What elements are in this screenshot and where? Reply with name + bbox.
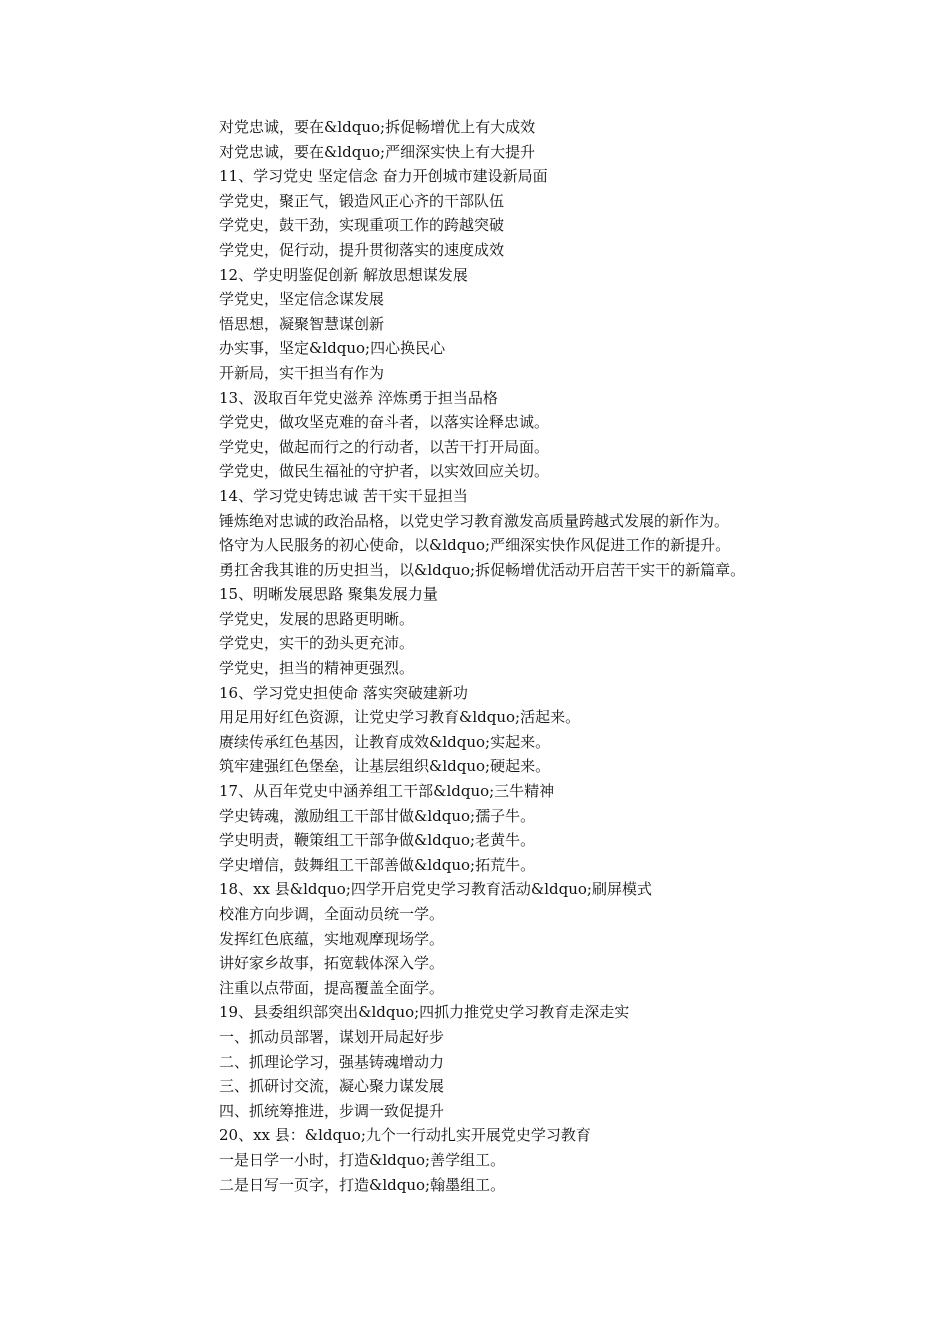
document-body	[219, 115, 919, 1197]
text-line: 讲好家乡故事，拓宽载体深入学。	[219, 954, 445, 973]
text-line: 学党史，担当的精神更强烈。	[219, 659, 415, 678]
text-line: 学党史，发展的思路更明晰。	[219, 609, 415, 628]
text-line: 勇扛舍我其谁的历史担当，以&ldquo;拆促畅增优活动开启苦干实干的新篇章。	[219, 560, 746, 579]
text-line: 13、汲取百年党史滋养 淬炼勇于担当品格	[219, 388, 498, 407]
text-line: 悟思想，凝聚智慧谋创新	[219, 314, 385, 333]
text-line: 恪守为人民服务的初心使命，以&ldquo;严细深实快作风促进工作的新提升。	[219, 536, 731, 555]
text-line: 18、xx 县&ldquo;四学开启党史学习教育活动&ldquo;刷屏模式	[219, 880, 652, 899]
text-line: 用足用好红色资源，让党史学习教育&ldquo;活起来。	[219, 708, 581, 727]
text-line: 发挥红色底蕴，实地观摩现场学。	[219, 929, 445, 948]
text-line: 学党史，聚正气，锻造风正心齐的干部队伍	[219, 191, 505, 210]
text-line: 学党史，鼓干劲，实现重项工作的跨越突破	[219, 216, 505, 235]
text-line: 赓续传承红色基因，让教育成效&ldquo;实起来。	[219, 732, 551, 751]
text-line: 三、抓研讨交流，凝心聚力谋发展	[219, 1077, 445, 1096]
text-line: 15、明晰发展思路 聚集发展力量	[219, 585, 438, 604]
text-line: 锤炼绝对忠诚的政治品格，以党史学习教育激发高质量跨越式发展的新作为。	[219, 511, 730, 530]
text-line: 学史铸魂，激励组工干部甘做&ldquo;孺子牛。	[219, 806, 536, 825]
text-line: 学党史，做民生福祉的守护者，以实效回应关切。	[219, 462, 550, 481]
text-line: 对党忠诚，要在&ldquo;拆促畅增优上有大成效	[219, 118, 536, 136]
text-line: 筑牢建强红色堡垒，让基层组织&ldquo;硬起来。	[219, 757, 551, 776]
text-line: 校准方向步调，全面动员统一学。	[219, 905, 445, 923]
text-line: 学党史，实干的劲头更充沛。	[219, 634, 415, 653]
text-line: 注重以点带面，提高覆盖全面学。	[219, 978, 445, 997]
text-line: 四、抓统筹推进，步调一致促提升	[219, 1101, 445, 1120]
text-line: 11、学习党史 坚定信念 奋力开创城市建设新局面	[219, 167, 548, 186]
text-line: 19、县委组织部突出&ldquo;四抓力推党史学习教育走深走实	[219, 1003, 630, 1022]
text-line: 20、xx 县：&ldquo;九个一行动扎实开展党史学习教育	[219, 1126, 591, 1145]
text-line: 一是日学一小时，打造&ldquo;善学组工。	[219, 1150, 506, 1169]
text-line: 开新局，实干担当有作为	[219, 363, 385, 382]
text-line: 学史明责，鞭策组工干部争做&ldquo;老黄牛。	[219, 831, 536, 850]
text-line: 14、学习党史铸忠诚 苦干实干显担当	[219, 486, 468, 505]
text-line: 对党忠诚，要在&ldquo;严细深实快上有大提升	[219, 142, 536, 161]
text-line: 办实事，坚定&ldquo;四心换民心	[219, 339, 446, 358]
text-line: 16、学习党史担使命 落实突破建新功	[219, 683, 468, 702]
text-line: 学党史，坚定信念谋发展	[219, 290, 385, 309]
text-line: 17、从百年党史中涵养组工干部&ldquo;三牛精神	[219, 782, 555, 801]
text-line: 12、学史明鉴促创新 解放思想谋发展	[219, 265, 468, 284]
text-line: 一、抓动员部署，谋划开局起好步	[219, 1027, 445, 1046]
text-line: 学党史，做起而行之的行动者，以苦干打开局面。	[219, 437, 550, 456]
text-line: 学党史，做攻坚克难的奋斗者，以落实诠释忠诚。	[219, 413, 550, 432]
text-line: 二、抓理论学习，强基铸魂增动力	[219, 1052, 445, 1071]
text-line: 二是日写一页字，打造&ldquo;翰墨组工。	[219, 1175, 506, 1194]
text-line: 学史增信，鼓舞组工干部善做&ldquo;拓荒牛。	[219, 855, 536, 874]
text-line: 学党史，促行动，提升贯彻落实的速度成效	[219, 240, 505, 259]
